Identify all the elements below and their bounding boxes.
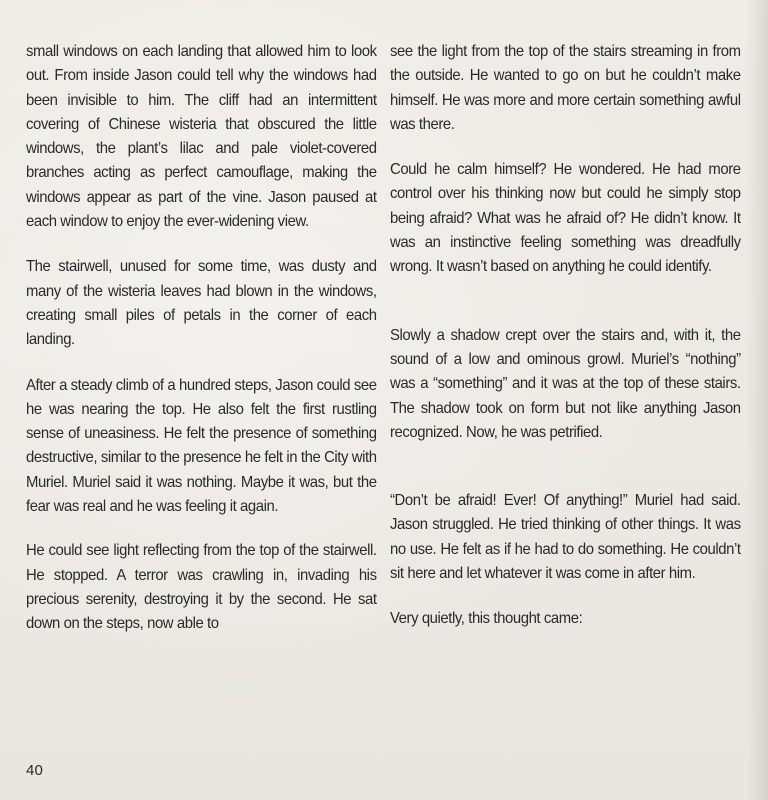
paragraph: Could he calm himself? He wondered. He had more control over his thinking now but could he simply stop being afraid? What was he afraid of? He didn’t know. It was an instinctive feeling something was dreadfully wrong. It wasn’t based on anything he could identify. [390, 161, 741, 276]
paragraph: Slowly a shadow crept over the stairs and, with it, the sound of a low and ominous growl. Muriel’s “nothing” was a “something” and it was at the top of these stairs. The shadow took on form but not like anything Jason recognized. Now, he was petrified. [390, 326, 741, 441]
paragraph: He could see light reflecting from the top of the stairwell. He stopped. A terror was crawling in, invading his precious serenity, destroying it by the second. He sat down on the steps, now able to [26, 542, 377, 633]
paragraph: “Don’t be afraid! Ever! Of anything!” Muriel had said. Jason struggled. He tried thinking of other things. It was no use. He felt as if he had to do something. He couldn’t sit here and let whatever it was come in after him. [390, 492, 741, 583]
paragraph: small windows on each landing that allowed him to look out. From inside Jason could tell why the windows had been invisible to him. The cliff had an intermittent covering of Chinese wisteria that obscured the little windows, the plant’s lilac and pale violet-covered branches acting as perfect camouflage, making the windows appear as part of the vine. Jason paused at each window to enjoy the ever-widening view. [26, 43, 377, 231]
left-text-column [26, 40, 377, 658]
paragraph: The stairwell, unused for some time, was dusty and many of the wisteria leaves had blown in the windows, creating small piles of petals in the corner of each landing. [26, 258, 377, 349]
paragraph: Very quietly, this thought came: [390, 610, 583, 628]
right-text-column [390, 40, 741, 653]
page-edge-shadow [746, 0, 768, 800]
paragraph: After a steady climb of a hundred steps, Jason could see he was nearing the top. He also felt the first rustling sense of uneasiness. He felt the presence of something destructive, similar to the presence he felt in the City with Muriel. Muriel said it was nothing. Maybe it was, but the fear was real and he was feeling it again. [26, 376, 377, 516]
page-number: 40 [26, 762, 44, 779]
paragraph: see the light from the top of the stairs streaming in from the outside. He wanted to go on but he couldn’t make himself. He was more and more certain something awful was there. [390, 43, 741, 133]
